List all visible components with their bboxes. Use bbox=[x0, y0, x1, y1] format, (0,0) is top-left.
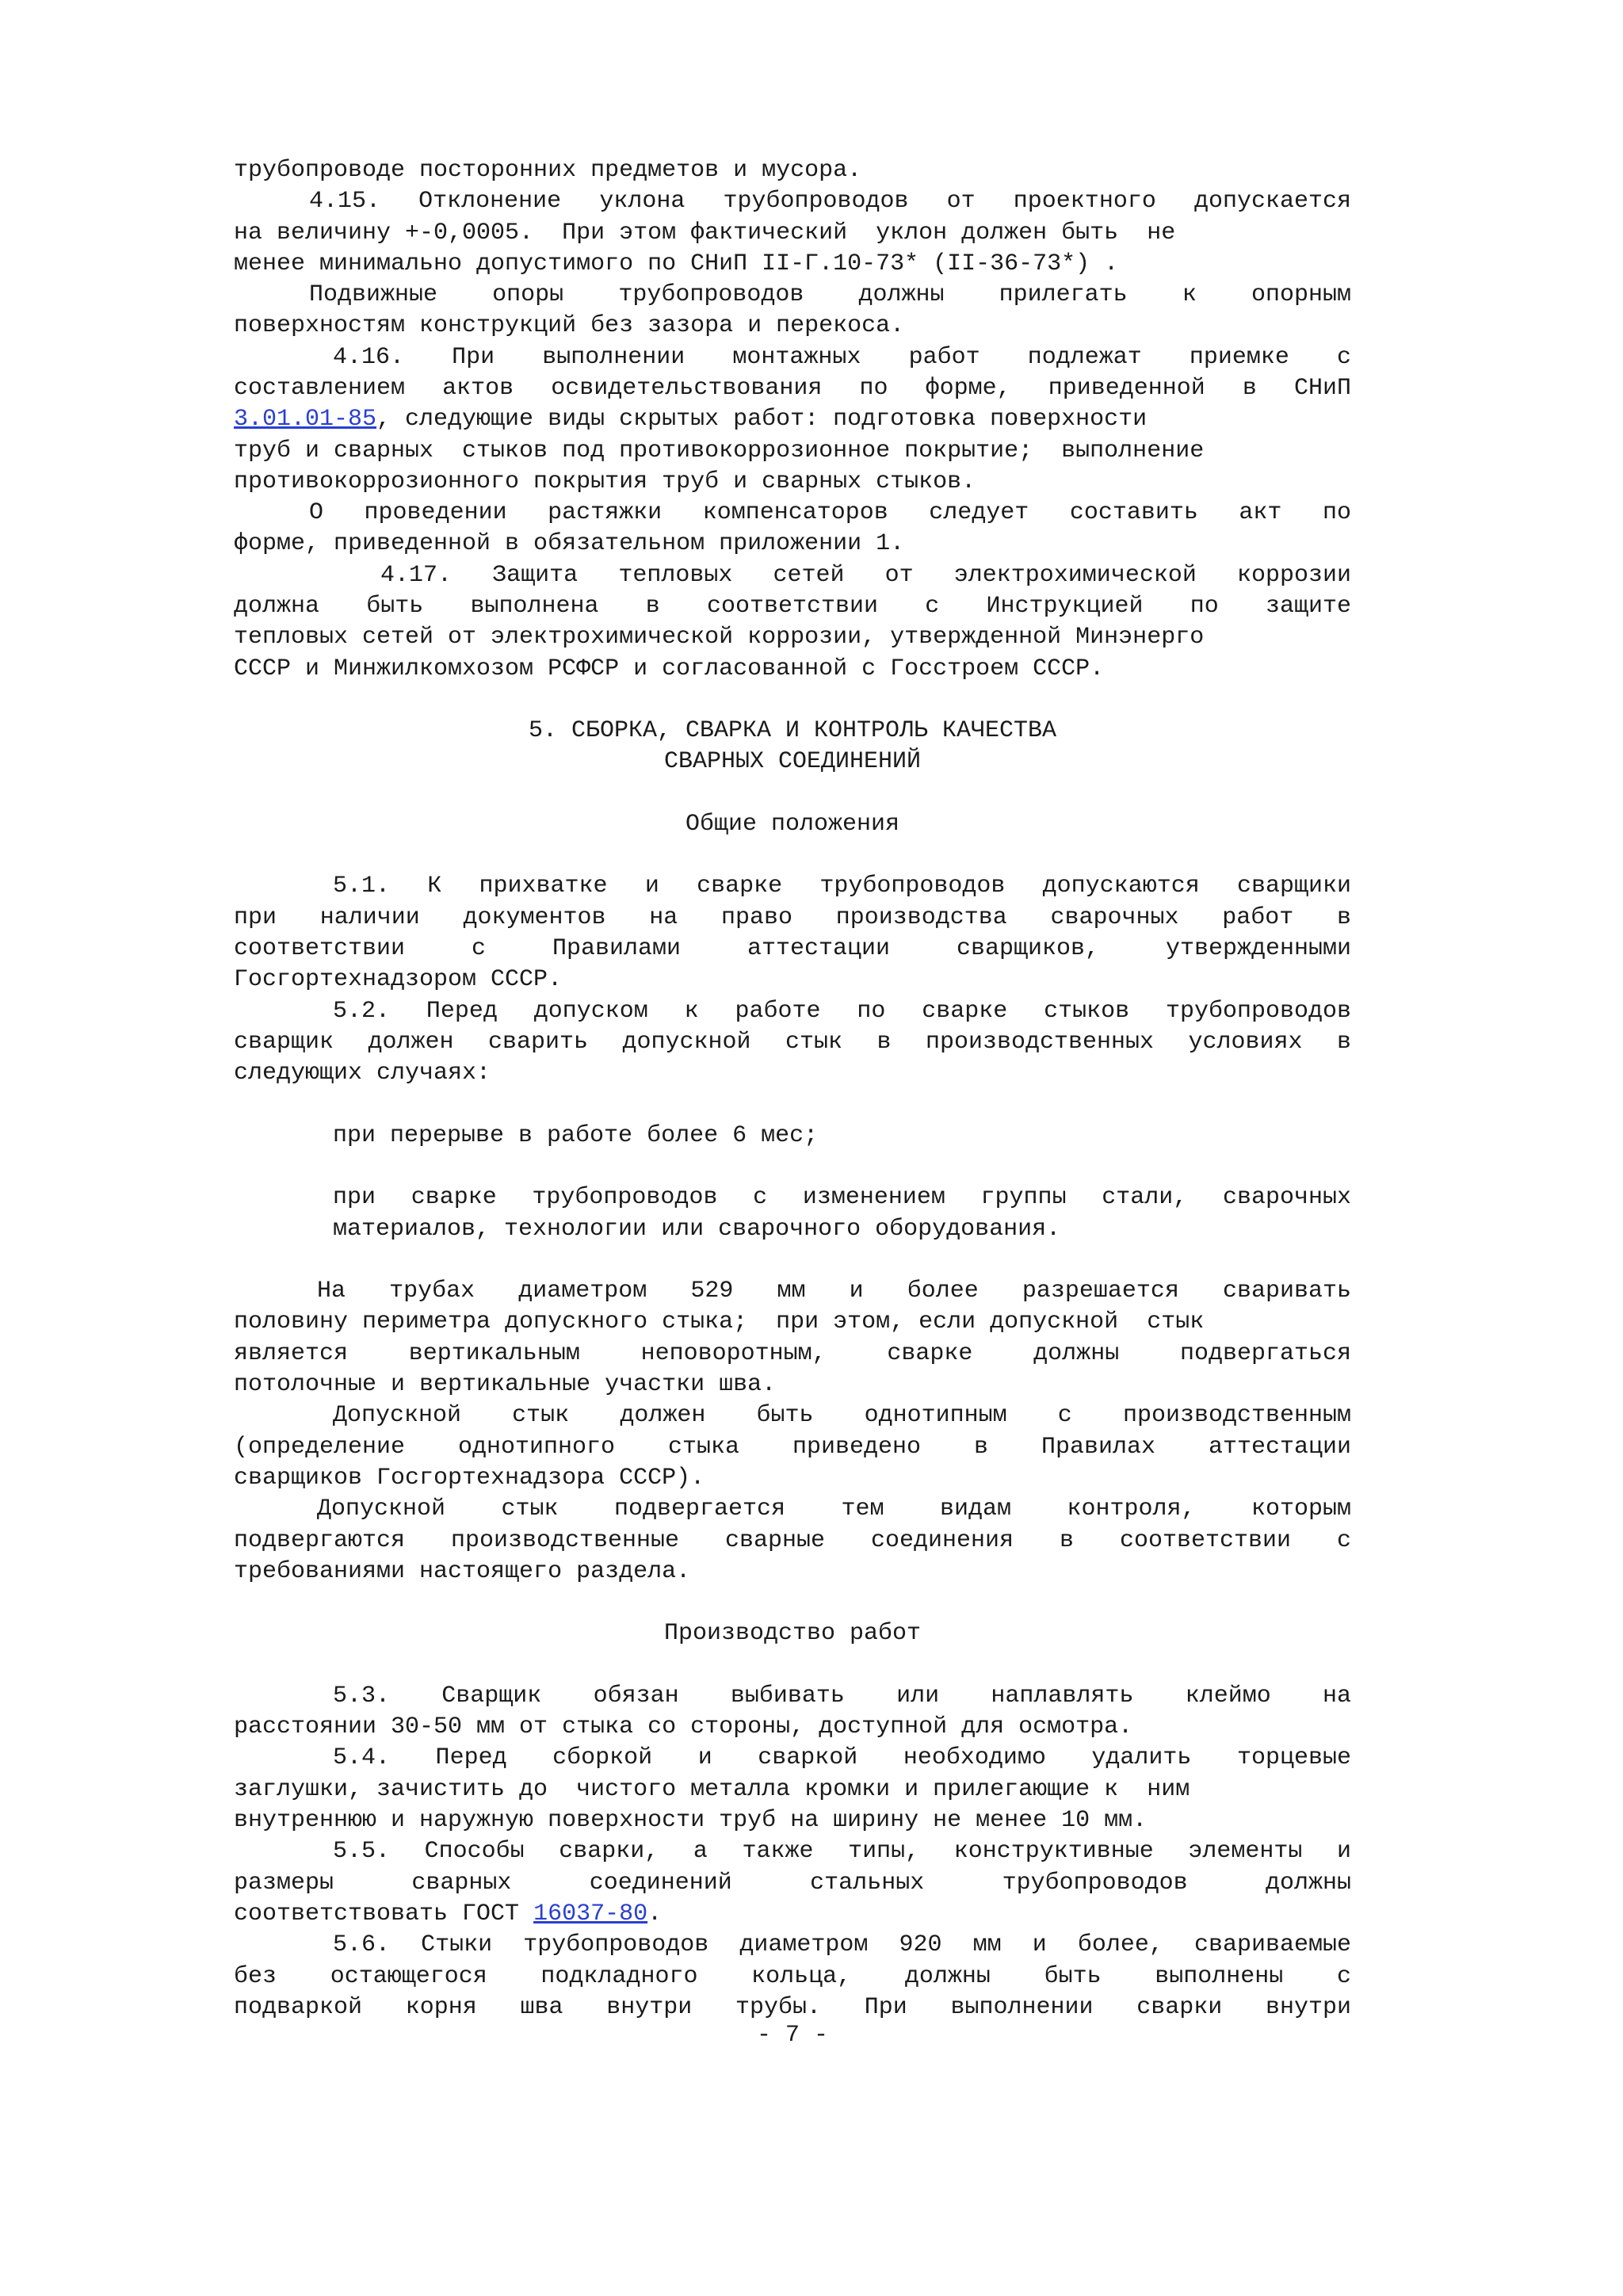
text-line: расстоянии 30-50 мм от стыка со стороны, доступной для осмотра. bbox=[234, 1713, 1133, 1740]
text-line bbox=[234, 1898, 1351, 1930]
text-line: противокоррозионного покрытия труб и сварных стыков. bbox=[234, 468, 976, 495]
text-line: форме, приведенной в обязательном приложении 1. bbox=[234, 530, 905, 557]
text-line: 5.2. Перед допуском к работе по сварке стыков трубопроводов bbox=[333, 998, 1351, 1025]
text-line: О проведении растяжки компенсаторов следует составить акт по bbox=[309, 499, 1351, 526]
subsection-title: Общие положения bbox=[685, 811, 900, 838]
text-line: сварщик должен сварить допускной стык в производственных условиях в bbox=[234, 1029, 1351, 1056]
text-line: сварщиков Госгортехнадзора СССР). bbox=[234, 1465, 705, 1492]
subsection-title: Производство работ bbox=[663, 1620, 922, 1647]
text-line: поверхностям конструкций без зазора и перекоса. bbox=[234, 312, 905, 339]
page-number: - 7 - bbox=[756, 2022, 828, 2049]
text-line: Допускной стык подвергается тем видам контроля, которым bbox=[317, 1496, 1351, 1522]
text-line: составлением актов освидетельствования по форме, приведенной в СНиП bbox=[234, 375, 1351, 402]
text-line: На трубах диаметром 529 мм и более разрешается сваривать bbox=[317, 1278, 1351, 1305]
text-line bbox=[234, 403, 1351, 435]
text-line: соответствии с Правилами аттестации сварщиков, утвержденными bbox=[234, 935, 1351, 962]
text-line: потолочные и вертикальные участки шва. bbox=[234, 1371, 777, 1398]
text-line: (определение однотипного стыка приведено в Правилах аттестации bbox=[234, 1434, 1351, 1461]
text-line: размеры сварных соединений стальных трубопроводов должны bbox=[234, 1870, 1351, 1897]
text-line: подвергаются производственные сварные соединения в соответствии с bbox=[234, 1527, 1351, 1554]
text-line: 4.17. Защита тепловых сетей от электрохимической коррозии bbox=[380, 562, 1351, 589]
text-line: 5.6. Стыки трубопроводов диаметром 920 мм и более, свариваемые bbox=[333, 1931, 1351, 1958]
text-line: 4.15. Отклонение уклона трубопроводов от проектного допускается bbox=[309, 188, 1351, 215]
text-line: 5.5. Способы сварки, а также типы, конструктивные элементы и bbox=[333, 1838, 1351, 1865]
text-line: Подвижные опоры трубопроводов должны прилегать к опорным bbox=[309, 281, 1351, 308]
text-line: труб и сварных стыков под противокоррозионное покрытие; выполнение bbox=[234, 437, 1205, 464]
section-title: СВАРНЫХ СОЕДИНЕНИЙ bbox=[663, 748, 922, 775]
text-line: является вертикальным неповоротным, сварке должны подвергаться bbox=[234, 1340, 1351, 1367]
text-fragment: , следующие виды скрытых работ: подготовка поверхности bbox=[376, 406, 1148, 433]
text-line: половину периметра допускного стыка; при этом, если допускной стык bbox=[234, 1308, 1205, 1335]
text-line: тепловых сетей от электрохимической коррозии, утвержденной Минэнерго bbox=[234, 624, 1205, 651]
text-line: подваркой корня шва внутри трубы. При выполнении сварки внутри bbox=[234, 1994, 1351, 2021]
text-line: при перерыве в работе более 6 мес; bbox=[333, 1122, 819, 1149]
text-line: Допускной стык должен быть однотипным с производственным bbox=[333, 1402, 1351, 1429]
text-line: 5.3. Сварщик обязан выбивать или наплавлять клеймо на bbox=[333, 1683, 1351, 1710]
text-line: при сварке трубопроводов с изменением группы стали, сварочных bbox=[333, 1184, 1351, 1211]
text-line: менее минимально допустимого по СНиП II-Г.10-73* (II-36-73*) . bbox=[234, 250, 1119, 277]
section-title: 5. СБОРКА, СВАРКА И КОНТРОЛЬ КАЧЕСТВА bbox=[528, 717, 1057, 744]
text-line: СССР и Минжилкомхозом РСФСР и согласованной с Госстроем СССР. bbox=[234, 655, 1105, 682]
text-line: Госгортехнадзором СССР. bbox=[234, 966, 563, 993]
gost-link[interactable]: 16037-80 bbox=[533, 1901, 648, 1927]
text-fragment: . bbox=[647, 1901, 663, 1927]
text-line: при наличии документов на право производства сварочных работ в bbox=[234, 904, 1351, 931]
text-line: требованиями настоящего раздела. bbox=[234, 1558, 691, 1585]
text-line: 5.4. Перед сборкой и сваркой необходимо удалить торцевые bbox=[333, 1744, 1351, 1771]
text-line: на величину +-0,0005. При этом фактический уклон должен быть не bbox=[234, 220, 1176, 246]
text-line: без остающегося подкладного кольца, должны быть выполнены с bbox=[234, 1963, 1351, 1990]
text-line: 4.16. При выполнении монтажных работ подлежат приемке с bbox=[333, 344, 1351, 371]
snip-link[interactable]: 3.01.01-85 bbox=[234, 406, 377, 433]
text-line: 5.1. К прихватке и сварке трубопроводов допускаются сварщики bbox=[333, 873, 1351, 900]
text-line: заглушки, зачистить до чистого металла кромки и прилегающие к ним bbox=[234, 1776, 1190, 1803]
text-fragment: соответствовать ГОСТ bbox=[234, 1901, 534, 1927]
text-line: следующих случаях: bbox=[234, 1060, 491, 1087]
text-line: внутреннюю и наружную поверхности труб на ширину не менее 10 мм. bbox=[234, 1807, 1148, 1834]
text-line: трубопроводе посторонних предметов и мусора. bbox=[234, 157, 862, 184]
text-line: материалов, технологии или сварочного оборудования. bbox=[333, 1216, 1061, 1243]
text-line: должна быть выполнена в соответствии с Инструкцией по защите bbox=[234, 593, 1351, 620]
